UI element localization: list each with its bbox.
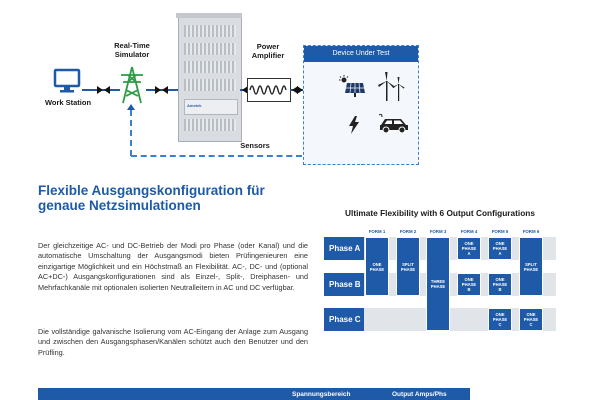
form-label: FORM 2	[399, 229, 417, 234]
wind-turbine-icon	[377, 72, 407, 102]
phase-a-label: Phase A	[324, 237, 364, 260]
brand-logo: Ametek	[187, 103, 202, 108]
power-amplifier-rack	[178, 16, 242, 142]
sensors-label: Sensors	[240, 141, 270, 150]
lightning-icon	[348, 116, 360, 134]
system-diagram	[0, 0, 600, 175]
phase-b-label: Phase B	[324, 273, 364, 296]
form3-three-phase: THREE PHASE	[426, 237, 450, 331]
sensor-line-dut	[361, 164, 363, 165]
form-label: FORM 1	[368, 229, 386, 234]
device-under-test	[303, 45, 419, 165]
form4-one-phase-b: ONE PHASE B	[457, 273, 481, 296]
paragraph-2: Die vollständige galvanische Isolierung vom AC-Eingang der Anlage zum Ausgang und zwischen den Ausgangsphasen/Kanälen schützt auch den Benutzer und den Prüfling.	[38, 327, 308, 357]
phase-c-label: Phase C	[324, 308, 364, 331]
waveform-icon	[248, 79, 290, 101]
dut-title: Device Under Test	[304, 46, 418, 62]
form4-one-phase-a: ONE PHASE A	[457, 237, 481, 260]
rack-vent	[184, 119, 236, 131]
rack-vent	[184, 43, 236, 55]
section-heading: Flexible Ausgangskonfiguration für genaue Netzsimulationen	[38, 183, 265, 213]
form5-one-phase-b: ONE PHASE B	[488, 273, 512, 296]
arrow-right-icon	[97, 86, 103, 94]
form5-one-phase-a: ONE PHASE A	[488, 237, 512, 260]
form5-one-phase-c: ONE PHASE C	[488, 308, 512, 331]
arrow-right-icon	[155, 86, 161, 94]
arrow-left-icon	[104, 86, 110, 94]
sensor-line	[131, 155, 302, 157]
rack-top	[176, 13, 242, 18]
form6-split-phase: SPLIT PHASE	[519, 237, 543, 296]
arrow-left-icon	[162, 86, 168, 94]
sensor-line-up	[130, 110, 132, 156]
form-label: FORM 5	[491, 229, 509, 234]
form-label: FORM 4	[460, 229, 478, 234]
rack-vent	[184, 61, 236, 73]
rack-vent	[184, 79, 236, 91]
form-label: FORM 6	[522, 229, 540, 234]
paragraph-1: Der gleichzeitige AC- und DC-Betrieb der Modi pro Phase (oder Kanal) und die automatische Umschaltung der Ausgangsmodi bieten Prüfingenieuren eine einzigartige Möglichkeit und ein Höchstmaß an Flexibilität. AC-, DC- und (optional AC+DC-) Ausgangskonfigurationen sind als Einzel-, Split-, Dreiphasen- und Mehrfachkanäle mit optionalen isolierten Neutralleitern in AC und DC verfügbar.	[38, 241, 308, 292]
simulator-label: Real-Time Simulator	[114, 41, 150, 59]
rack-vent	[184, 25, 236, 37]
solar-panel-icon	[338, 75, 366, 99]
power-amplifier-label: Power Amplifier	[251, 42, 285, 60]
power-amplifier-box	[247, 78, 291, 102]
monitor-icon	[53, 68, 81, 94]
electric-car-icon	[377, 113, 411, 135]
spec-col-amps: Output Amps/Phs	[392, 391, 447, 398]
form2-split-phase: SPLIT PHASE	[396, 237, 420, 296]
form-label: FORM 3	[429, 229, 447, 234]
arrow-up-icon	[127, 104, 135, 110]
work-station-label: Work Station	[44, 98, 92, 107]
spec-col-voltage: Spannungsbereich	[292, 391, 351, 398]
transmission-tower-icon	[119, 66, 145, 104]
figure-title: Ultimate Flexibility with 6 Output Configurations	[345, 208, 535, 218]
form6-one-phase-c: ONE PHASE C	[519, 308, 543, 331]
form1-one-phase: ONE PHASE	[365, 237, 389, 296]
